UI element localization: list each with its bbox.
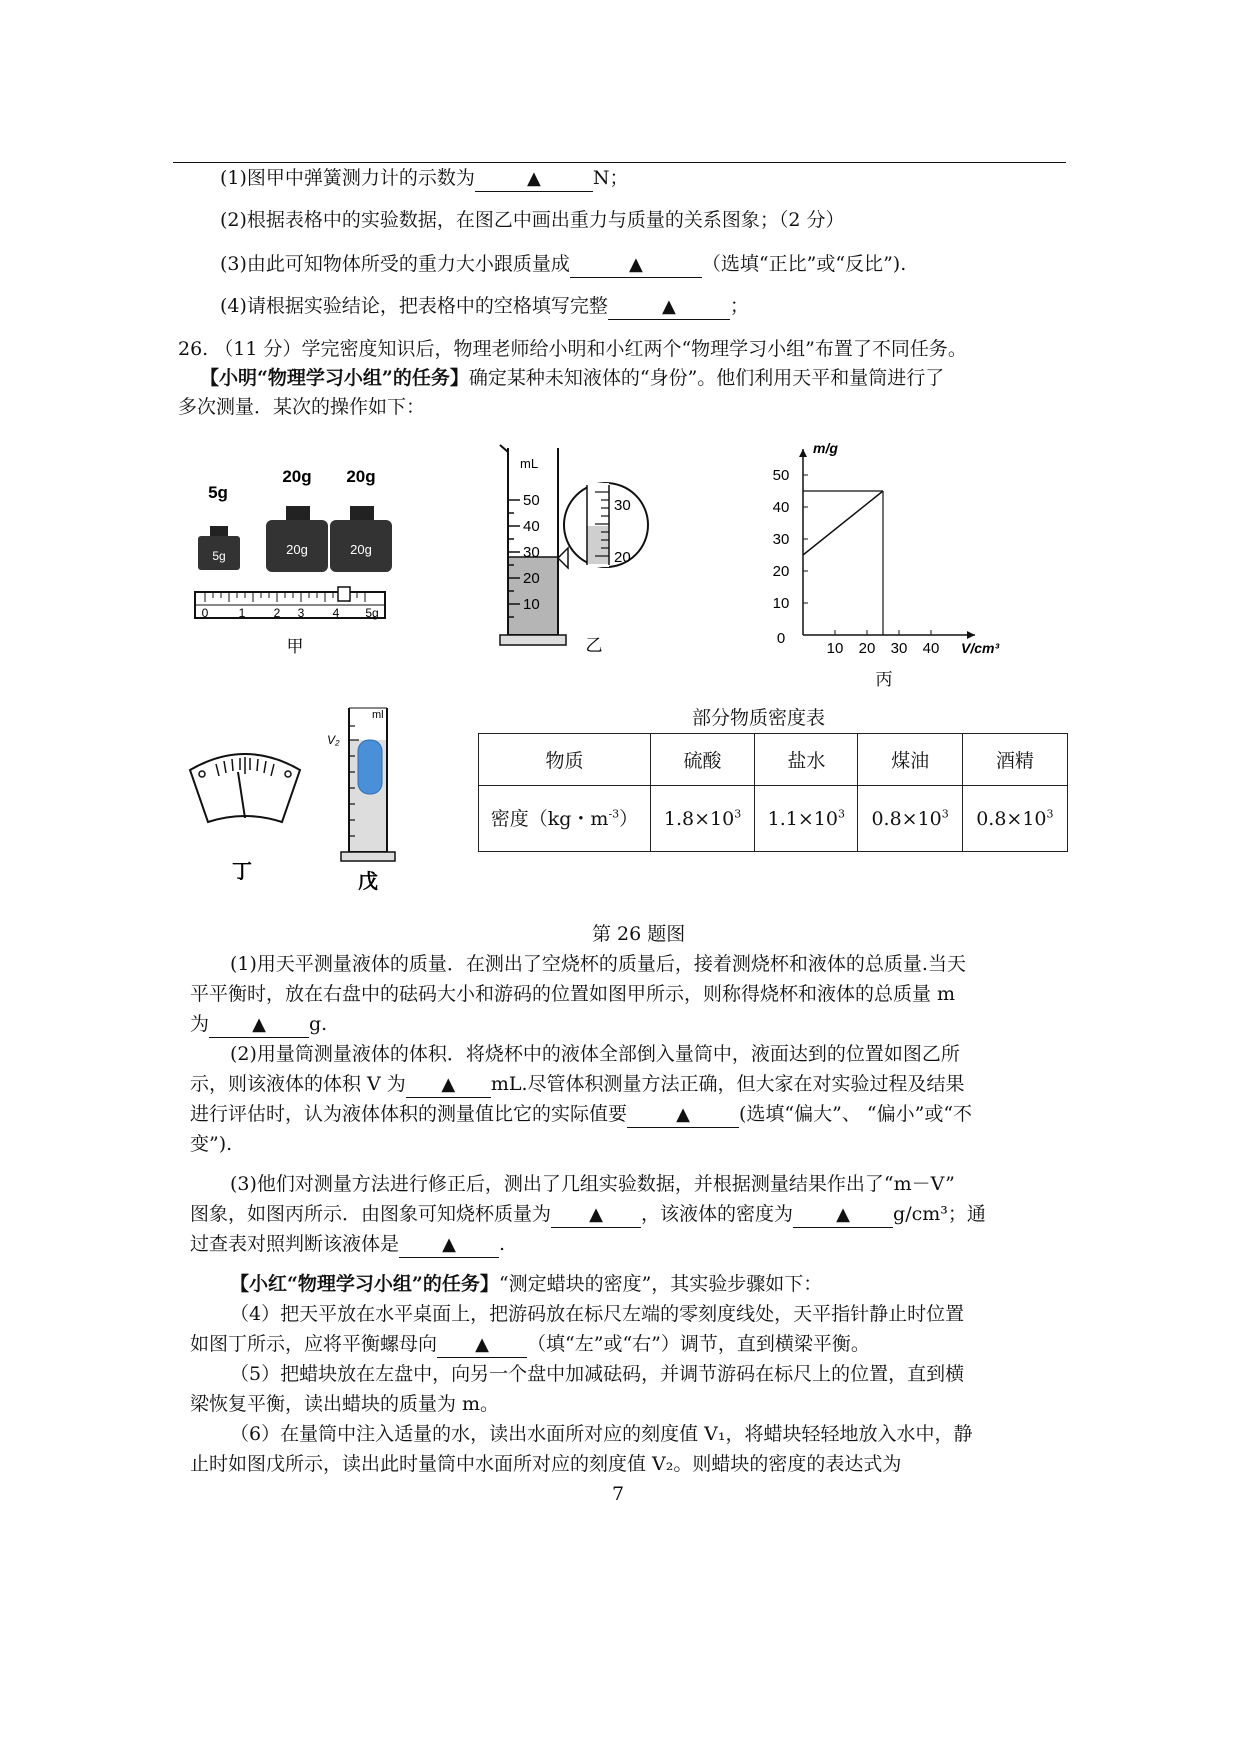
svg-text:1: 1 [238, 606, 246, 620]
table-row [479, 734, 1068, 786]
sub4-line2: 如图丁所示，应将平衡螺母向 ▲ （填“左”或“右”）调节，直到横梁平衡。 [190, 1330, 870, 1358]
sub5-line1: （5）把蜡块放在左盘中，向另一个盘中加减砝码，并调节游码在标尺上的位置，直到横 [230, 1363, 965, 1385]
svg-text:30: 30 [614, 497, 631, 514]
sub3-line2: 图象，如图丙所示．由图象可知烧杯质量为 ▲ ，该液体的密度为 ▲ g/cm³；通 [190, 1200, 986, 1228]
sub1-line2: 平平衡时，放在右盘中的砝码大小和游码的位置如图甲所示，则称得烧杯和液体的总质量 m [190, 983, 956, 1005]
figure-bing-chart [765, 420, 1010, 690]
answer-blank[interactable]: ▲ [627, 1102, 739, 1128]
svg-text:20: 20 [614, 549, 631, 566]
svg-text:3: 3 [297, 606, 305, 620]
weight-label: 5g [208, 483, 228, 502]
svg-text:mL: mL [520, 456, 539, 471]
table-row [479, 786, 1068, 852]
table-cell: $1.8\times 10^3$ [650, 786, 754, 852]
answer-blank[interactable]: ▲ [551, 1202, 641, 1228]
table-cell: $0.8\times 10^3$ [962, 786, 1067, 852]
table-cell: $0.8\times 10^3$ [858, 786, 962, 852]
svg-text:ml: ml [372, 709, 384, 721]
density-table [478, 733, 1068, 852]
weight-20g-icon [266, 506, 328, 572]
table-row-label: 密度（kg・$m^{-3}$） [479, 786, 651, 852]
graduated-cylinder [500, 445, 566, 645]
sub6-line2: 止时如图戊所示，读出此时量筒中水面所对应的刻度值 V₂。则蜡块的密度的表达式为 [190, 1453, 902, 1475]
answer-blank[interactable]: ▲ [399, 1232, 499, 1258]
x-axis-arrow [967, 631, 975, 639]
sub2-line2: 示，则该液体的体积 V 为 ▲ mL.尽管体积测量方法正确，但大家在对实验过程及结果 [190, 1070, 965, 1098]
svg-text:4: 4 [332, 606, 340, 620]
series-line [803, 491, 883, 555]
y-tick-label: 50 [772, 467, 790, 484]
svg-text:2: 2 [273, 606, 281, 620]
q26-intro: 26. （11 分）学完密度知识后，物理老师给小明和小红两个“物理学习小组”布置了不同任务。 [178, 338, 967, 360]
svg-text:20g: 20g [350, 542, 372, 557]
table-header-cell: 煤油 [858, 734, 962, 786]
table-header-cell: 物质 [479, 734, 651, 786]
sub2-line4: 变”). [190, 1133, 233, 1155]
svg-text:40: 40 [523, 518, 540, 535]
y-tick-label: 20 [772, 563, 790, 580]
hong-task: 【小红“物理学习小组”的任务】“测定蜡块的密度”，其实验步骤如下： [230, 1273, 823, 1295]
figure-jia [190, 460, 400, 660]
sub2-line1: (2)用量筒测量液体的体积．将烧杯中的液体全部倒入量筒中，液面达到的位置如图乙所 [230, 1043, 960, 1065]
sub3-line3: 过查表对照判断该液体是 ▲ . [190, 1230, 505, 1258]
rider-scale [195, 587, 385, 620]
sub2-line3: 进行评估时，认为液体体积的测量值比它的实际值要 ▲ (选填“偏大”、 “偏小”或“不 [190, 1100, 972, 1128]
y-tick-label: 10 [772, 595, 790, 612]
x-tick-label: 10 [826, 640, 844, 657]
zoom-callout [558, 483, 648, 568]
figure-caption: 第 26 题图 [592, 923, 686, 945]
svg-text:50: 50 [523, 492, 540, 509]
page-number: 7 [612, 1483, 625, 1505]
table-header-cell: 硫酸 [650, 734, 754, 786]
cylinder-with-wax-icon [327, 708, 395, 861]
density-table-title: 部分物质密度表 [692, 707, 826, 729]
answer-blank[interactable]: ▲ [437, 1332, 527, 1358]
table-header-cell: 盐水 [755, 734, 858, 786]
sub1-line3: 为 ▲ g. [190, 1010, 327, 1038]
figure-ding [180, 740, 310, 890]
caption-jia: 甲 [286, 637, 304, 656]
x-axis-label: V/cm³ [961, 640, 1000, 656]
y-tick-label: 40 [772, 499, 790, 516]
prev-q4: (4)请根据实验结论，把表格中的空格填写完整 ▲ ； [220, 292, 749, 320]
sub6-line1: （6）在量筒中注入适量的水，读出水面所对应的刻度值 V₁，将蜡块轻轻地放入水中，静 [230, 1423, 973, 1445]
y-tick-label: 30 [772, 531, 790, 548]
answer-blank[interactable]: ▲ [793, 1202, 893, 1228]
caption-ding: 丁 [232, 861, 252, 883]
x-tick-label: 20 [858, 640, 876, 657]
weight-label: 20g [346, 467, 376, 486]
weight-20g-icon [330, 506, 392, 572]
table-header-cell: 酒精 [962, 734, 1067, 786]
y-axis-label: m/g [813, 440, 838, 456]
table-cell: $1.1\times 10^3$ [755, 786, 858, 852]
prev-q2: (2)根据表格中的实验数据，在图乙中画出重力与质量的关系图象；（2 分） [220, 209, 845, 231]
balance-dial-icon [190, 754, 300, 822]
svg-text:30: 30 [523, 544, 540, 561]
answer-blank[interactable]: ▲ [406, 1072, 491, 1098]
figure-wu [325, 700, 415, 895]
origin-label: 0 [776, 630, 786, 647]
answer-blank[interactable]: ▲ [608, 294, 730, 320]
svg-text:V₂: V₂ [327, 733, 340, 747]
header-rule [173, 162, 1066, 163]
caption-yi: 乙 [585, 636, 603, 655]
svg-text:20g: 20g [286, 542, 308, 557]
sub1-line1: (1)用天平测量液体的质量．在测出了空烧杯的质量后，接着测烧杯和液体的总质量.当天 [230, 953, 966, 975]
answer-blank[interactable]: ▲ [475, 166, 593, 192]
x-tick-label: 30 [890, 640, 908, 657]
svg-text:20: 20 [523, 570, 540, 587]
q26-ming-task-cont: 多次测量．某次的操作如下： [178, 396, 426, 418]
sub5-line2: 梁恢复平衡，读出蜡块的质量为 m。 [190, 1393, 500, 1415]
figure-yi [490, 440, 650, 655]
caption-wu: 戊 [358, 871, 378, 893]
y-axis-arrow [799, 449, 807, 457]
prev-q1: (1)图甲中弹簧测力计的示数为 ▲ N； [220, 164, 629, 192]
caption-bing: 丙 [875, 670, 893, 689]
q26-ming-task: 【小明“物理学习小组”的任务】确定某种未知液体的“身份”。他们利用天平和量筒进行了 [200, 367, 945, 389]
svg-text:5g: 5g [365, 606, 379, 620]
weight-label: 20g [282, 467, 312, 486]
svg-text:5g: 5g [212, 549, 226, 563]
answer-blank[interactable]: ▲ [570, 252, 702, 278]
sub3-line1: (3)他们对测量方法进行修正后，测出了几组实验数据，并根据测量结果作出了“m－V” [230, 1173, 955, 1195]
answer-blank[interactable]: ▲ [209, 1012, 309, 1038]
svg-text:0: 0 [201, 606, 209, 620]
sub4-line1: （4）把天平放在水平桌面上，把游码放在标尺左端的零刻度线处，天平指针静止时位置 [230, 1303, 965, 1325]
svg-text:10: 10 [523, 596, 540, 613]
weight-5g-icon [198, 526, 240, 570]
prev-q3: (3)由此可知物体所受的重力大小跟质量成 ▲ （选填“正比”或“反比”). [220, 250, 906, 278]
x-tick-label: 40 [922, 640, 940, 657]
